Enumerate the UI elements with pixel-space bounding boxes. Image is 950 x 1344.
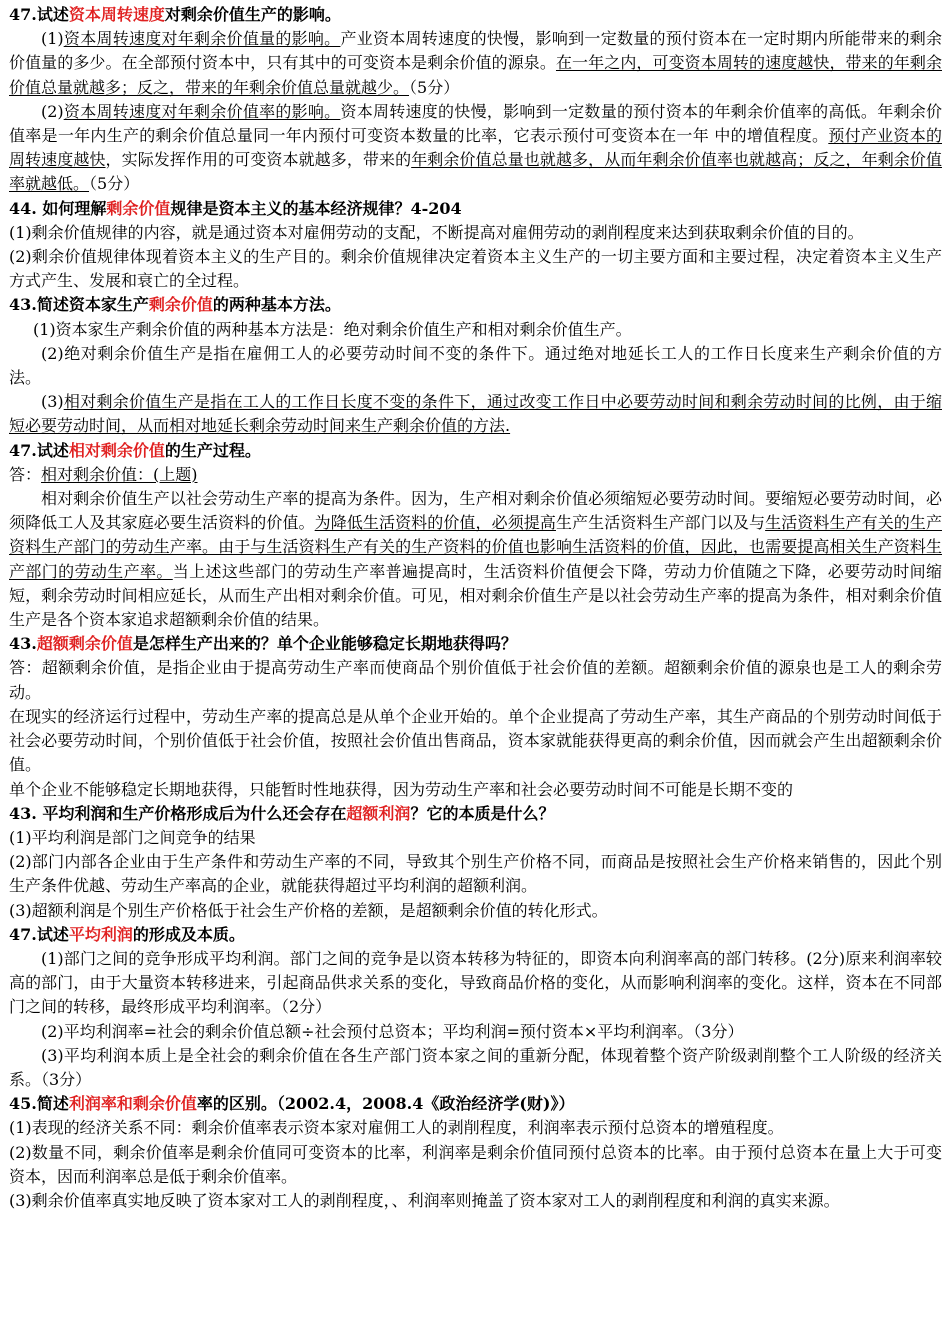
text-run: (3) — [41, 392, 64, 412]
text-run: (3)超额利润是个别生产价格低于社会生产价格的差额，是超额剩余价值的转化形式。 — [9, 900, 608, 920]
text-run: 单个企业不能够稳定长期地获得，只能暂时性地获得，因为劳动生产率和社会必要劳动时间不可能是长期不变的 — [9, 779, 794, 799]
text-run: (1)平均利润是部门之间竞争的结果 — [9, 827, 256, 847]
document-page — [9, 3, 942, 1213]
text-run: (1)资本家生产剩余价值的两种基本方法是：绝对剩余价值生产和相对剩余价值生产。 — [33, 319, 632, 339]
text-run: (2)数量不同，剩余价值率是剩余价值同可变资本的比率，利润率是剩余价值同预付总资本的比率。由于预付总资本在量上大于可变资本，因而利润率总是低于剩余价值率。 — [9, 1142, 942, 1186]
underlined-text: 相对剩余价值生产是指在工人的工作日长度不变的条件下，通过改变工作日中必要劳动时间和剩余劳动时间的比例，由于缩短必要劳动时间，从而相对地延长剩余劳动时间来生产剩余价值的方法. — [9, 392, 942, 436]
text-run: 率的区别。（2002.4，2008.4《政治经济学(财)》） — [196, 1094, 575, 1114]
text-run: 资本周转速度的快慢，影响到一定数量的预付资本的年剩余价值率的高低。年剩余价值率是一年内生产的剩余价值总量同一年内预付可变资本数量的比率，它表示预付可变资本在一年 中的增值程度。 — [9, 101, 942, 146]
answer-paragraph — [9, 656, 942, 704]
highlighted-keyword: 利润率和剩余价值 — [68, 1094, 197, 1114]
text-run: (2)剩余价值规律体现着资本主义的生产目的。剩余价值规律决定着资本主义生产的一切主要方面和主要过程，决定着资本主义生产方式产生、发展和衰亡的全过程。 — [9, 247, 942, 291]
question-heading — [9, 802, 942, 826]
text-run: 47.试述 — [9, 924, 69, 944]
text-run: 相对剩余价值生产以社会劳动生产率的提高为条件。因为，生产相对剩余价值必须缩短必要劳动时间。要缩短必要劳动时间，必须降低工人及其家庭必要生活资料的价值。 — [9, 489, 942, 533]
text-run: 的两种基本方法。 — [212, 295, 341, 315]
underlined-text: 相对剩余价值：(上题) — [41, 464, 198, 484]
text-run: 生产生活资料生产部门以及与 — [555, 513, 766, 533]
highlighted-keyword: 平均利润 — [68, 924, 133, 944]
underlined-text: 生活资料生产有关的生产资料生产部门的劳动生产率。由于与生活资料生产有关的生产资料的价值也影响生活资料的价值，因此，也需要提高相关生产资料生产部门的劳动生产率。 — [9, 513, 942, 581]
text-run: ，实际发挥作用的可变资本就越多，带来的 — [105, 150, 412, 170]
text-run: 43. 平均利润和生产价格形成后为什么还会存在 — [9, 803, 347, 823]
text-run: 产业资本周转速度的快慢，影响到一定数量的预付资本在一定时期内所能带来的剩余价值量的多少。在全部预付资本中，只有其中的可变资本是剩余价值的源泉。 — [9, 29, 942, 73]
question-heading — [9, 197, 942, 221]
answer-paragraph — [9, 390, 942, 438]
text-run: 是怎样生产出来的？单个企业能够稳定长期地获得吗？ — [132, 634, 517, 654]
answer-paragraph — [9, 705, 942, 778]
answer-paragraph — [9, 1020, 942, 1044]
underlined-text: 年剩余价值总量也就越多，从而年剩余价值率也就越高；反之，年剩余价值率就越低。 — [9, 150, 942, 194]
text-run: 答： — [9, 464, 42, 484]
answer-paragraph — [9, 1189, 942, 1213]
text-run: （5分） — [89, 174, 140, 194]
text-run: 的形成及本质。 — [132, 924, 245, 944]
text-run: 规律是资本主义的基本经济规律？4-204 — [170, 198, 462, 218]
text-run: 当上述这些部门的劳动生产率普遍提高时，生活资料价值便会下降，劳动力价值随之下降，必要劳动时间缩短，剩余劳动时间相应延长，从而生产出相对剩余价值。可见，相对剩余价值生产是以社会劳动生产率的提高为条件，相对剩余价值生产是各个资本家追求超额剩余价值的结果。 — [9, 561, 942, 630]
underlined-text: 在一年之内，可变资本周转的速度越快，带来的年剩余价值总量就越多；反之，带来的年剩余价值总量就越少。 — [9, 53, 942, 97]
question-heading — [9, 3, 942, 27]
answer-paragraph — [9, 947, 942, 1020]
underlined-text: 资本周转速度对年剩余价值率的影响。 — [63, 101, 341, 121]
answer-paragraph — [9, 850, 942, 898]
answer-paragraph — [9, 899, 942, 923]
text-run: 43. — [9, 634, 37, 654]
answer-paragraph — [9, 245, 942, 293]
answer-paragraph — [9, 27, 942, 100]
text-run: (2) — [41, 101, 64, 121]
text-run: (3)剩余价值率真实地反映了资本家对工人的剥削程度，、利润率则掩盖了资本家对工人的剥削程度和利润的真实来源。 — [9, 1190, 840, 1210]
highlighted-keyword: 超额剩余价值 — [36, 634, 133, 654]
text-run: 对剩余价值生产的影响。 — [164, 5, 341, 24]
text-run: 44. 如何理解 — [9, 198, 107, 218]
question-heading — [9, 923, 942, 947]
answer-paragraph — [9, 318, 942, 342]
underlined-text: 资本周转速度对年剩余价值量的影响。 — [63, 29, 341, 49]
text-run: (1)表现的经济关系不同：剩余价值率表示资本家对雇佣工人的剥削程度，利润率表示预付总资本的增殖程度。 — [9, 1118, 784, 1138]
text-run: 答：超额剩余价值，是指企业由于提高劳动生产率而使商品个别价值低于社会价值的差额。超额剩余价值的源泉也是工人的剩余劳动。 — [9, 658, 942, 702]
underlined-text: 为降低生活资料的价值，必须提高 — [314, 513, 556, 533]
answer-paragraph — [9, 342, 942, 390]
text-run: 47.试述 — [9, 5, 69, 24]
highlighted-keyword: 剩余价值 — [106, 198, 171, 218]
text-run: (3)平均利润本质上是全社会的剩余价值在各生产部门资本家之间的重新分配，体现着整个资产阶级剥削整个工人阶级的经济关系。（3分） — [9, 1045, 942, 1089]
text-run: (2)部门内部各企业由于生产条件和劳动生产率的不同，导致其个别生产价格不同，而商品是按照社会生产价格来销售的，因此个别生产条件优越、劳动生产率高的企业，就能获得超过平均利润的超额利润。 — [9, 852, 942, 896]
answer-paragraph — [9, 100, 942, 197]
answer-paragraph — [9, 221, 942, 245]
text-run: (1)部门之间的竞争形成平均利润。部门之间的竞争是以资本转移为特征的，即资本向利润率高的部门转移。(2分)原来利润率较高的部门，由于大量资本转移进来，引起商品供求关系的变化，导致商品价格的变化，从而影响利润率的变化。这样，资本在不同部门之间的转移，最终形成平均利润率。（2分） — [9, 948, 942, 1017]
answer-paragraph — [9, 778, 942, 802]
text-run: (1)剩余价值规律的内容，就是通过资本对雇佣劳动的支配，不断提高对雇佣劳动的剥削程度来达到获取剩余价值的目的。 — [9, 222, 864, 242]
answer-paragraph — [9, 1141, 942, 1189]
text-run: 在现实的经济运行过程中，劳动生产率的提高总是从单个企业开始的。单个企业提高了劳动生产率，其生产商品的个别劳动时间低于社会必要劳动时间，个别价值低于社会价值，按照社会价值出售商品，资本家就能获得更高的剩余价值，因而就会产生出超额剩余价值。 — [9, 706, 942, 775]
text-run: 的生产过程。 — [164, 440, 261, 460]
text-run: (1) — [41, 29, 64, 49]
highlighted-keyword: 剩余价值 — [148, 295, 213, 315]
text-run: ？它的本质是什么？ — [410, 803, 555, 823]
question-heading — [9, 293, 942, 317]
answer-paragraph — [9, 1044, 942, 1092]
answer-paragraph — [9, 1116, 942, 1140]
highlighted-keyword: 资本周转速度 — [68, 5, 165, 24]
text-run: (2)平均利润率=社会的剩余价值总额÷社会预付总资本；平均利润=预付资本×平均利润率。（3分） — [41, 1021, 744, 1041]
question-heading — [9, 632, 942, 656]
question-heading — [9, 439, 942, 463]
answer-paragraph — [9, 463, 942, 487]
answer-paragraph — [9, 487, 942, 632]
underlined-text: 预付产业资本的周转速度越快 — [9, 126, 942, 170]
question-heading — [9, 1092, 942, 1116]
text-run: (2)绝对剩余价值生产是指在雇佣工人的必要劳动时间不变的条件下。通过绝对地延长工人的工作日长度来生产剩余价值的方法。 — [9, 343, 942, 388]
text-run: （5分） — [409, 77, 460, 97]
text-run: 47.试述 — [9, 440, 69, 460]
text-run: 43.简述资本家生产 — [9, 295, 149, 315]
answer-paragraph — [9, 826, 942, 850]
highlighted-keyword: 相对剩余价值 — [68, 440, 165, 460]
text-run: 45.简述 — [9, 1094, 69, 1114]
highlighted-keyword: 超额利润 — [346, 803, 411, 823]
